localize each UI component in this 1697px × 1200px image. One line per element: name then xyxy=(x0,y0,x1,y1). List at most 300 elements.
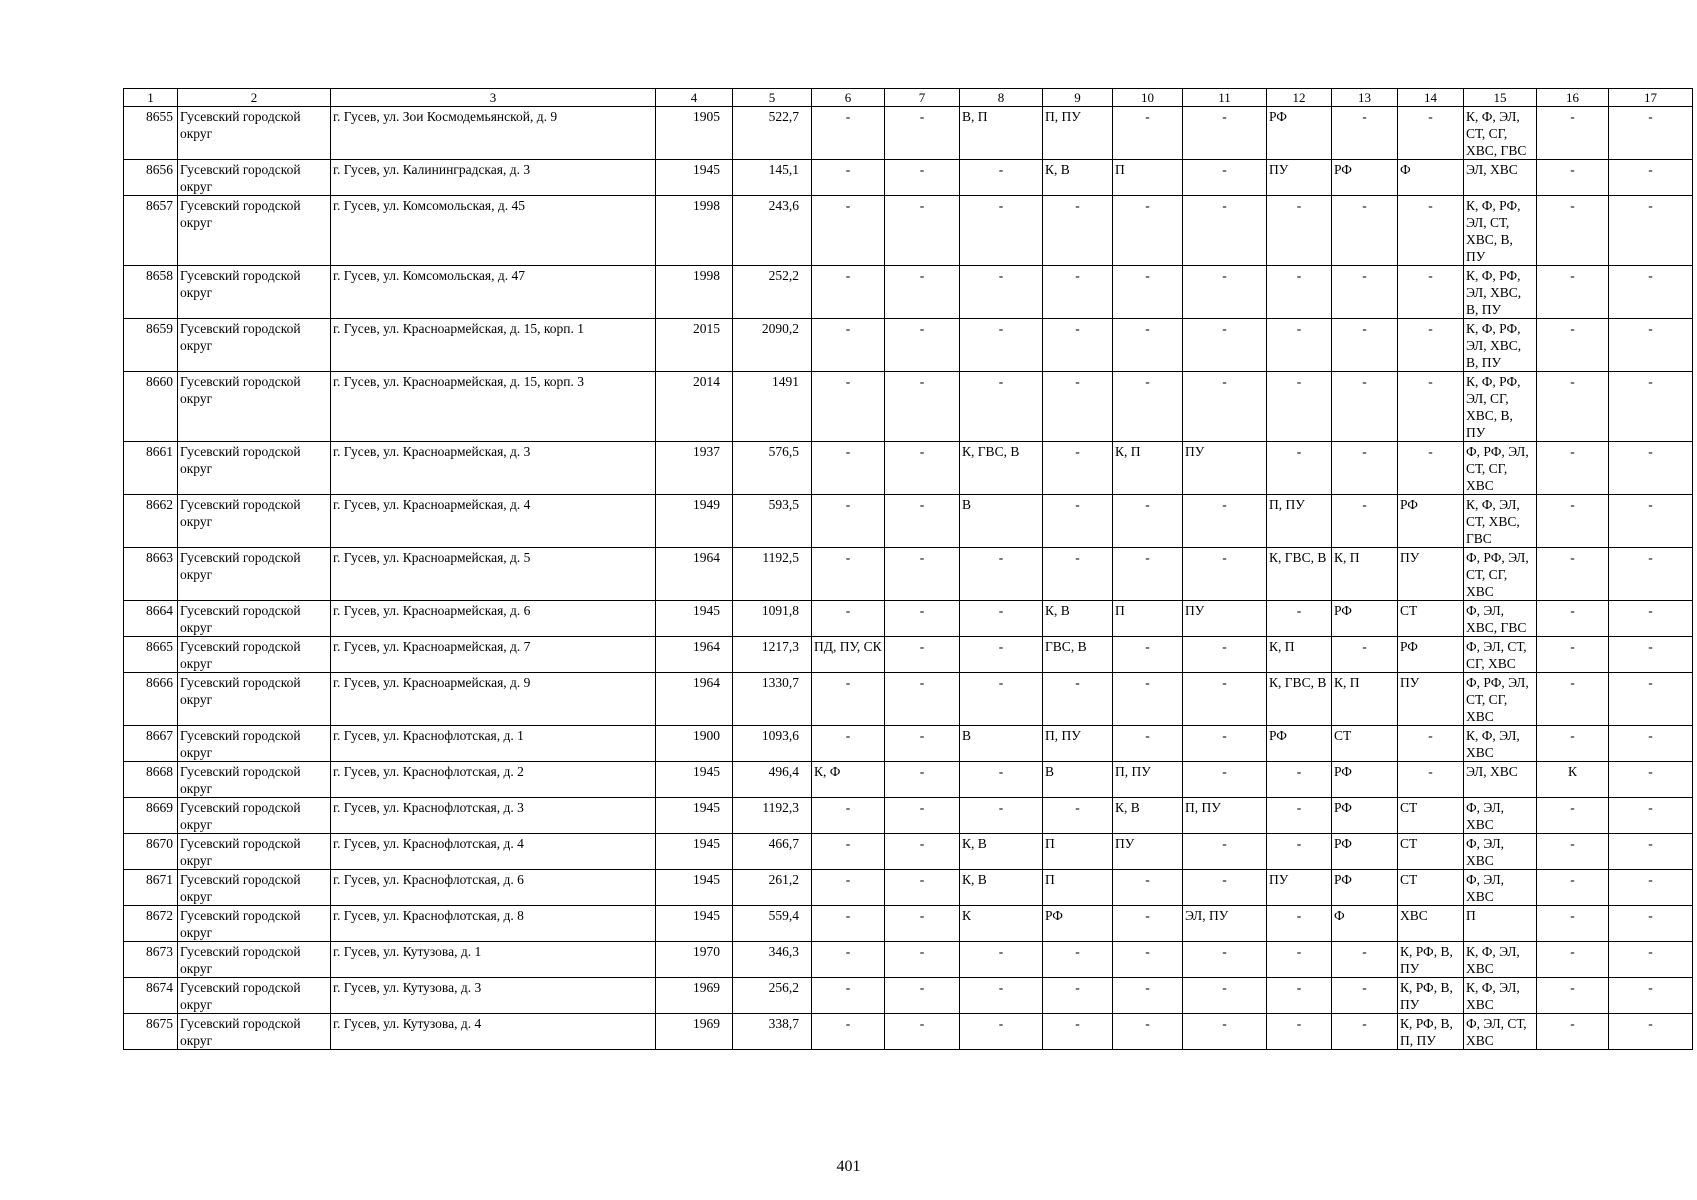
table-row xyxy=(124,726,1693,762)
column-header-3: 3 xyxy=(331,89,656,107)
table-cell-col-4: 1964 xyxy=(656,673,733,726)
table-cell-col-10: - xyxy=(1113,495,1183,548)
table-cell-col-9: РФ xyxy=(1043,906,1113,942)
table-cell-col-15: К, Ф, РФ, ЭЛ, ХВС, В, ПУ xyxy=(1464,266,1537,319)
table-cell-col-5: 338,7 xyxy=(733,1014,812,1050)
table-cell-col-3: г. Гусев, ул. Комсомольская, д. 47 xyxy=(331,266,656,319)
table-cell-col-16: - xyxy=(1537,107,1609,160)
table-cell-col-14: РФ xyxy=(1398,637,1464,673)
table-cell-col-4: 1964 xyxy=(656,637,733,673)
table-cell-col-9: ГВС, В xyxy=(1043,637,1113,673)
table-cell-col-10: - xyxy=(1113,906,1183,942)
table-cell-col-2: Гусевский городской округ xyxy=(178,798,331,834)
table-cell-col-17: - xyxy=(1609,978,1693,1014)
table-cell-col-10: - xyxy=(1113,372,1183,442)
table-cell-col-7: - xyxy=(885,319,960,372)
table-cell-col-13: РФ xyxy=(1332,601,1398,637)
table-cell-col-1: 8668 xyxy=(124,762,178,798)
table-cell-col-17: - xyxy=(1609,196,1693,266)
table-cell-col-11: ЭЛ, ПУ xyxy=(1183,906,1267,942)
table-cell-col-14: ХВС xyxy=(1398,906,1464,942)
table-cell-col-3: г. Гусев, ул. Красноармейская, д. 7 xyxy=(331,637,656,673)
table-cell-col-10: П xyxy=(1113,160,1183,196)
table-cell-col-8: - xyxy=(960,798,1043,834)
table-cell-col-8: - xyxy=(960,601,1043,637)
table-cell-col-5: 522,7 xyxy=(733,107,812,160)
table-cell-col-16: - xyxy=(1537,1014,1609,1050)
table-cell-col-9: П, ПУ xyxy=(1043,726,1113,762)
table-cell-col-8: К, В xyxy=(960,870,1043,906)
table-cell-col-11: - xyxy=(1183,319,1267,372)
table-row xyxy=(124,762,1693,798)
table-cell-col-12: - xyxy=(1267,978,1332,1014)
table-cell-col-7: - xyxy=(885,160,960,196)
table-cell-col-2: Гусевский городской округ xyxy=(178,726,331,762)
table-cell-col-14: К, РФ, В, ПУ xyxy=(1398,942,1464,978)
table-cell-col-17: - xyxy=(1609,637,1693,673)
table-cell-col-7: - xyxy=(885,942,960,978)
table-cell-col-10: П, ПУ xyxy=(1113,762,1183,798)
table-cell-col-17: - xyxy=(1609,372,1693,442)
table-cell-col-17: - xyxy=(1609,107,1693,160)
table-cell-col-14: - xyxy=(1398,196,1464,266)
column-header-15: 15 xyxy=(1464,89,1537,107)
table-cell-col-5: 1192,3 xyxy=(733,798,812,834)
table-cell-col-3: г. Гусев, ул. Кутузова, д. 3 xyxy=(331,978,656,1014)
table-cell-col-8: В xyxy=(960,495,1043,548)
table-cell-col-9: - xyxy=(1043,442,1113,495)
table-cell-col-2: Гусевский городской округ xyxy=(178,495,331,548)
table-cell-col-5: 145,1 xyxy=(733,160,812,196)
table-cell-col-5: 1491 xyxy=(733,372,812,442)
table-cell-col-6: - xyxy=(812,372,885,442)
table-cell-col-16: - xyxy=(1537,978,1609,1014)
table-cell-col-11: - xyxy=(1183,762,1267,798)
table-cell-col-7: - xyxy=(885,978,960,1014)
table-cell-col-2: Гусевский городской округ xyxy=(178,442,331,495)
table-cell-col-6: - xyxy=(812,319,885,372)
table-cell-col-9: П, ПУ xyxy=(1043,107,1113,160)
table-row xyxy=(124,834,1693,870)
column-header-14: 14 xyxy=(1398,89,1464,107)
table-cell-col-15: К, Ф, РФ, ЭЛ, ХВС, В, ПУ xyxy=(1464,319,1537,372)
table-cell-col-15: К, Ф, ЭЛ, ХВС xyxy=(1464,978,1537,1014)
table-cell-col-14: РФ xyxy=(1398,495,1464,548)
table-cell-col-16: - xyxy=(1537,726,1609,762)
table-cell-col-1: 8671 xyxy=(124,870,178,906)
table-cell-col-15: Ф, ЭЛ, СТ, СГ, ХВС xyxy=(1464,637,1537,673)
table-cell-col-1: 8664 xyxy=(124,601,178,637)
table-cell-col-13: - xyxy=(1332,495,1398,548)
table-cell-col-15: ЭЛ, ХВС xyxy=(1464,160,1537,196)
table-cell-col-5: 2090,2 xyxy=(733,319,812,372)
table-cell-col-16: - xyxy=(1537,637,1609,673)
table-cell-col-4: 2015 xyxy=(656,319,733,372)
table-cell-col-10: - xyxy=(1113,870,1183,906)
table-cell-col-3: г. Гусев, ул. Краснофлотская, д. 3 xyxy=(331,798,656,834)
table-cell-col-15: П xyxy=(1464,906,1537,942)
table-cell-col-12: - xyxy=(1267,442,1332,495)
table-cell-col-6: - xyxy=(812,834,885,870)
table-row xyxy=(124,196,1693,266)
table-cell-col-2: Гусевский городской округ xyxy=(178,266,331,319)
table-cell-col-4: 1945 xyxy=(656,762,733,798)
table-cell-col-8: - xyxy=(960,978,1043,1014)
table-cell-col-4: 1900 xyxy=(656,726,733,762)
table-cell-col-7: - xyxy=(885,762,960,798)
table-cell-col-6: К, Ф xyxy=(812,762,885,798)
table-cell-col-3: г. Гусев, ул. Краснофлотская, д. 1 xyxy=(331,726,656,762)
table-cell-col-3: г. Гусев, ул. Комсомольская, д. 45 xyxy=(331,196,656,266)
table-cell-col-9: - xyxy=(1043,372,1113,442)
table-cell-col-16: - xyxy=(1537,160,1609,196)
table-cell-col-10: - xyxy=(1113,266,1183,319)
table-cell-col-3: г. Гусев, ул. Краснофлотская, д. 6 xyxy=(331,870,656,906)
table-cell-col-15: К, Ф, РФ, ЭЛ, СГ, ХВС, В, ПУ xyxy=(1464,372,1537,442)
table-cell-col-1: 8659 xyxy=(124,319,178,372)
table-cell-col-2: Гусевский городской округ xyxy=(178,834,331,870)
table-cell-col-8: - xyxy=(960,1014,1043,1050)
table-cell-col-4: 1945 xyxy=(656,834,733,870)
table-cell-col-3: г. Гусев, ул. Кутузова, д. 4 xyxy=(331,1014,656,1050)
table-cell-col-13: - xyxy=(1332,266,1398,319)
table-cell-col-11: ПУ xyxy=(1183,601,1267,637)
table-cell-col-16: - xyxy=(1537,834,1609,870)
table-cell-col-9: - xyxy=(1043,798,1113,834)
table-cell-col-5: 576,5 xyxy=(733,442,812,495)
table-cell-col-12: - xyxy=(1267,196,1332,266)
column-header-8: 8 xyxy=(960,89,1043,107)
table-cell-col-17: - xyxy=(1609,266,1693,319)
table-cell-col-4: 1945 xyxy=(656,601,733,637)
table-cell-col-3: г. Гусев, ул. Красноармейская, д. 5 xyxy=(331,548,656,601)
table-cell-col-13: Ф xyxy=(1332,906,1398,942)
table-cell-col-7: - xyxy=(885,442,960,495)
table-cell-col-5: 593,5 xyxy=(733,495,812,548)
table-cell-col-1: 8673 xyxy=(124,942,178,978)
table-cell-col-14: К, РФ, В, ПУ xyxy=(1398,978,1464,1014)
table-cell-col-12: - xyxy=(1267,906,1332,942)
table-row xyxy=(124,495,1693,548)
table-cell-col-2: Гусевский городской округ xyxy=(178,319,331,372)
table-cell-col-3: г. Гусев, ул. Красноармейская, д. 15, корп. 1 xyxy=(331,319,656,372)
table-cell-col-8: К xyxy=(960,906,1043,942)
table-cell-col-7: - xyxy=(885,870,960,906)
table-cell-col-2: Гусевский городской округ xyxy=(178,548,331,601)
table-cell-col-4: 1945 xyxy=(656,870,733,906)
table-row xyxy=(124,601,1693,637)
table-row xyxy=(124,870,1693,906)
table-cell-col-7: - xyxy=(885,673,960,726)
table-cell-col-1: 8672 xyxy=(124,906,178,942)
table-cell-col-8: - xyxy=(960,196,1043,266)
table-cell-col-13: РФ xyxy=(1332,870,1398,906)
table-cell-col-7: - xyxy=(885,196,960,266)
table-cell-col-11: - xyxy=(1183,870,1267,906)
table-cell-col-14: Ф xyxy=(1398,160,1464,196)
table-cell-col-17: - xyxy=(1609,906,1693,942)
table-cell-col-10: П xyxy=(1113,601,1183,637)
table-cell-col-8: - xyxy=(960,266,1043,319)
table-cell-col-13: СТ xyxy=(1332,726,1398,762)
table-cell-col-4: 1945 xyxy=(656,798,733,834)
table-cell-col-11: - xyxy=(1183,978,1267,1014)
table-cell-col-7: - xyxy=(885,798,960,834)
table-cell-col-8: - xyxy=(960,319,1043,372)
table-cell-col-17: - xyxy=(1609,798,1693,834)
table-cell-col-14: СТ xyxy=(1398,798,1464,834)
table-cell-col-15: Ф, ЭЛ, ХВС, ГВС xyxy=(1464,601,1537,637)
table-cell-col-10: - xyxy=(1113,319,1183,372)
table-cell-col-11: - xyxy=(1183,726,1267,762)
table-cell-col-13: К, П xyxy=(1332,548,1398,601)
table-cell-col-3: г. Гусев, ул. Краснофлотская, д. 2 xyxy=(331,762,656,798)
table-cell-col-15: К, Ф, РФ, ЭЛ, СТ, ХВС, В, ПУ xyxy=(1464,196,1537,266)
table-cell-col-15: Ф, РФ, ЭЛ, СТ, СГ, ХВС xyxy=(1464,442,1537,495)
table-cell-col-8: - xyxy=(960,160,1043,196)
table-cell-col-6: ПД, ПУ, СК xyxy=(812,637,885,673)
buildings-table xyxy=(123,88,1693,1050)
table-cell-col-2: Гусевский городской округ xyxy=(178,637,331,673)
table-cell-col-15: Ф, РФ, ЭЛ, СТ, СГ, ХВС xyxy=(1464,673,1537,726)
table-cell-col-17: - xyxy=(1609,942,1693,978)
table-row xyxy=(124,107,1693,160)
table-cell-col-12: - xyxy=(1267,372,1332,442)
table-cell-col-15: К, Ф, ЭЛ, ХВС xyxy=(1464,942,1537,978)
table-cell-col-16: - xyxy=(1537,495,1609,548)
table-cell-col-10: ПУ xyxy=(1113,834,1183,870)
table-cell-col-12: - xyxy=(1267,601,1332,637)
table-cell-col-14: - xyxy=(1398,762,1464,798)
table-cell-col-13: РФ xyxy=(1332,834,1398,870)
table-cell-col-1: 8667 xyxy=(124,726,178,762)
table-cell-col-17: - xyxy=(1609,762,1693,798)
table-cell-col-12: - xyxy=(1267,266,1332,319)
table-cell-col-9: - xyxy=(1043,942,1113,978)
table-cell-col-3: г. Гусев, ул. Красноармейская, д. 4 xyxy=(331,495,656,548)
table-cell-col-3: г. Гусев, ул. Красноармейская, д. 9 xyxy=(331,673,656,726)
table-cell-col-6: - xyxy=(812,906,885,942)
table-cell-col-7: - xyxy=(885,495,960,548)
table-cell-col-6: - xyxy=(812,495,885,548)
table-cell-col-14: - xyxy=(1398,442,1464,495)
table-cell-col-1: 8655 xyxy=(124,107,178,160)
table-cell-col-14: - xyxy=(1398,319,1464,372)
table-cell-col-5: 256,2 xyxy=(733,978,812,1014)
table-row xyxy=(124,906,1693,942)
table-cell-col-13: - xyxy=(1332,196,1398,266)
table-cell-col-9: - xyxy=(1043,978,1113,1014)
table-cell-col-14: - xyxy=(1398,266,1464,319)
table-row xyxy=(124,266,1693,319)
table-cell-col-6: - xyxy=(812,601,885,637)
table-cell-col-4: 1964 xyxy=(656,548,733,601)
table-cell-col-11: - xyxy=(1183,548,1267,601)
table-cell-col-17: - xyxy=(1609,673,1693,726)
table-cell-col-1: 8661 xyxy=(124,442,178,495)
table-cell-col-17: - xyxy=(1609,442,1693,495)
column-header-16: 16 xyxy=(1537,89,1609,107)
table-cell-col-6: - xyxy=(812,942,885,978)
table-cell-col-5: 496,4 xyxy=(733,762,812,798)
table-cell-col-13: - xyxy=(1332,637,1398,673)
table-cell-col-2: Гусевский городской округ xyxy=(178,372,331,442)
table-cell-col-8: К, ГВС, В xyxy=(960,442,1043,495)
table-cell-col-9: - xyxy=(1043,319,1113,372)
table-cell-col-12: К, П xyxy=(1267,637,1332,673)
table-cell-col-15: ЭЛ, ХВС xyxy=(1464,762,1537,798)
table-cell-col-4: 1969 xyxy=(656,978,733,1014)
column-header-11: 11 xyxy=(1183,89,1267,107)
table-cell-col-5: 559,4 xyxy=(733,906,812,942)
column-header-6: 6 xyxy=(812,89,885,107)
table-cell-col-6: - xyxy=(812,1014,885,1050)
table-cell-col-4: 1970 xyxy=(656,942,733,978)
table-cell-col-16: - xyxy=(1537,942,1609,978)
table-cell-col-6: - xyxy=(812,548,885,601)
table-cell-col-6: - xyxy=(812,978,885,1014)
table-cell-col-6: - xyxy=(812,160,885,196)
table-cell-col-12: - xyxy=(1267,319,1332,372)
table-cell-col-10: - xyxy=(1113,673,1183,726)
table-cell-col-2: Гусевский городской округ xyxy=(178,942,331,978)
table-cell-col-1: 8675 xyxy=(124,1014,178,1050)
table-cell-col-11: - xyxy=(1183,637,1267,673)
table-body xyxy=(124,107,1693,1050)
table-cell-col-10: - xyxy=(1113,978,1183,1014)
table-row xyxy=(124,372,1693,442)
table-cell-col-16: - xyxy=(1537,196,1609,266)
table-cell-col-12: РФ xyxy=(1267,726,1332,762)
table-cell-col-4: 1937 xyxy=(656,442,733,495)
table-cell-col-13: К, П xyxy=(1332,673,1398,726)
table-cell-col-11: - xyxy=(1183,160,1267,196)
table-cell-col-12: - xyxy=(1267,1014,1332,1050)
table-cell-col-10: - xyxy=(1113,942,1183,978)
table-cell-col-13: - xyxy=(1332,942,1398,978)
table-cell-col-15: К, Ф, ЭЛ, СТ, ХВС, ГВС xyxy=(1464,495,1537,548)
table-cell-col-17: - xyxy=(1609,319,1693,372)
table-cell-col-7: - xyxy=(885,726,960,762)
table-cell-col-16: - xyxy=(1537,906,1609,942)
table-cell-col-6: - xyxy=(812,266,885,319)
column-header-10: 10 xyxy=(1113,89,1183,107)
table-cell-col-7: - xyxy=(885,372,960,442)
table-cell-col-13: - xyxy=(1332,978,1398,1014)
table-cell-col-5: 1093,6 xyxy=(733,726,812,762)
column-header-5: 5 xyxy=(733,89,812,107)
table-cell-col-4: 1945 xyxy=(656,906,733,942)
table-cell-col-14: СТ xyxy=(1398,870,1464,906)
table-cell-col-2: Гусевский городской округ xyxy=(178,870,331,906)
table-cell-col-7: - xyxy=(885,637,960,673)
table-cell-col-3: г. Гусев, ул. Краснофлотская, д. 4 xyxy=(331,834,656,870)
table-row xyxy=(124,942,1693,978)
table-cell-col-12: - xyxy=(1267,834,1332,870)
table-cell-col-4: 1945 xyxy=(656,160,733,196)
table-cell-col-15: Ф, РФ, ЭЛ, СТ, СГ, ХВС xyxy=(1464,548,1537,601)
document-sheet xyxy=(123,88,1672,1050)
table-cell-col-2: Гусевский городской округ xyxy=(178,762,331,798)
table-cell-col-12: - xyxy=(1267,942,1332,978)
table-cell-col-8: - xyxy=(960,762,1043,798)
table-cell-col-13: РФ xyxy=(1332,762,1398,798)
table-cell-col-12: РФ xyxy=(1267,107,1332,160)
table-cell-col-16: - xyxy=(1537,548,1609,601)
table-cell-col-6: - xyxy=(812,196,885,266)
table-cell-col-10: - xyxy=(1113,548,1183,601)
table-cell-col-7: - xyxy=(885,906,960,942)
table-cell-col-14: - xyxy=(1398,372,1464,442)
table-cell-col-12: ПУ xyxy=(1267,870,1332,906)
table-cell-col-7: - xyxy=(885,548,960,601)
table-cell-col-2: Гусевский городской округ xyxy=(178,673,331,726)
table-cell-col-14: СТ xyxy=(1398,601,1464,637)
table-cell-col-10: К, П xyxy=(1113,442,1183,495)
table-cell-col-11: ПУ xyxy=(1183,442,1267,495)
table-cell-col-16: - xyxy=(1537,673,1609,726)
table-row xyxy=(124,548,1693,601)
table-cell-col-15: Ф, ЭЛ, ХВС xyxy=(1464,798,1537,834)
table-cell-col-13: РФ xyxy=(1332,160,1398,196)
table-cell-col-16: - xyxy=(1537,442,1609,495)
table-cell-col-1: 8658 xyxy=(124,266,178,319)
table-cell-col-16: - xyxy=(1537,870,1609,906)
table-cell-col-14: - xyxy=(1398,726,1464,762)
table-cell-col-1: 8656 xyxy=(124,160,178,196)
table-cell-col-7: - xyxy=(885,266,960,319)
table-cell-col-9: П xyxy=(1043,870,1113,906)
table-cell-col-5: 243,6 xyxy=(733,196,812,266)
table-cell-col-5: 346,3 xyxy=(733,942,812,978)
table-cell-col-14: К, РФ, В, П, ПУ xyxy=(1398,1014,1464,1050)
table-cell-col-16: - xyxy=(1537,319,1609,372)
table-cell-col-15: К, Ф, ЭЛ, ХВС xyxy=(1464,726,1537,762)
table-cell-col-1: 8666 xyxy=(124,673,178,726)
table-cell-col-14: ПУ xyxy=(1398,548,1464,601)
table-cell-col-6: - xyxy=(812,870,885,906)
table-row xyxy=(124,442,1693,495)
table-cell-col-4: 1969 xyxy=(656,1014,733,1050)
table-cell-col-8: - xyxy=(960,548,1043,601)
table-cell-col-8: - xyxy=(960,637,1043,673)
table-header-row xyxy=(124,89,1693,107)
table-cell-col-16: - xyxy=(1537,372,1609,442)
column-header-2: 2 xyxy=(178,89,331,107)
table-cell-col-10: К, В xyxy=(1113,798,1183,834)
table-cell-col-1: 8660 xyxy=(124,372,178,442)
table-row xyxy=(124,319,1693,372)
table-cell-col-16: - xyxy=(1537,798,1609,834)
table-cell-col-8: - xyxy=(960,372,1043,442)
table-cell-col-10: - xyxy=(1113,637,1183,673)
table-cell-col-4: 1998 xyxy=(656,196,733,266)
table-cell-col-17: - xyxy=(1609,726,1693,762)
table-cell-col-12: К, ГВС, В xyxy=(1267,548,1332,601)
table-cell-col-12: П, ПУ xyxy=(1267,495,1332,548)
table-cell-col-17: - xyxy=(1609,870,1693,906)
table-cell-col-17: - xyxy=(1609,834,1693,870)
table-cell-col-2: Гусевский городской округ xyxy=(178,196,331,266)
table-cell-col-3: г. Гусев, ул. Красноармейская, д. 3 xyxy=(331,442,656,495)
table-cell-col-11: П, ПУ xyxy=(1183,798,1267,834)
table-cell-col-10: - xyxy=(1113,726,1183,762)
table-cell-col-8: К, В xyxy=(960,834,1043,870)
table-cell-col-8: - xyxy=(960,942,1043,978)
table-cell-col-15: Ф, ЭЛ, ХВС xyxy=(1464,834,1537,870)
table-row xyxy=(124,978,1693,1014)
table-cell-col-1: 8669 xyxy=(124,798,178,834)
